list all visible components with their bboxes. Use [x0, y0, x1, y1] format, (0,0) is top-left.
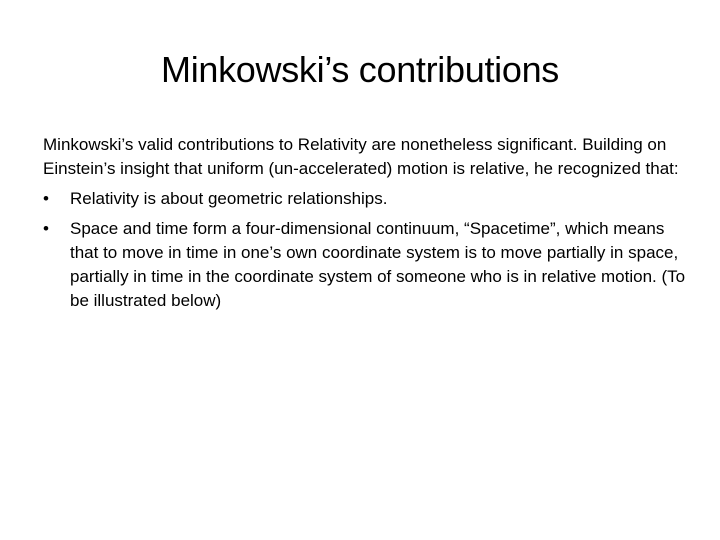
bullet-text: Space and time form a four-dimensional continuum, “Spacetime”, which means that to move in time in one’s own coordinate system is to move partially in space, partially in time in the coordinate system of someone who is in relative motion. (To be illustrated below) — [70, 219, 686, 310]
slide-body — [43, 133, 688, 319]
bullet-dot-icon: • — [43, 189, 49, 208]
bullet-item — [43, 217, 688, 313]
intro-paragraph: Minkowski’s valid contributions to Relativity are nonetheless significant. Building on Einstein’s insight that uniform (un-accelerated) motion is relative, he recognized that: — [43, 135, 679, 178]
bullet-list — [43, 187, 688, 313]
slide-title: Minkowski’s contributions — [161, 49, 559, 90]
bullet-dot-icon: • — [43, 219, 49, 238]
bullet-text: Relativity is about geometric relationships. — [70, 189, 388, 208]
bullet-item — [43, 187, 688, 211]
